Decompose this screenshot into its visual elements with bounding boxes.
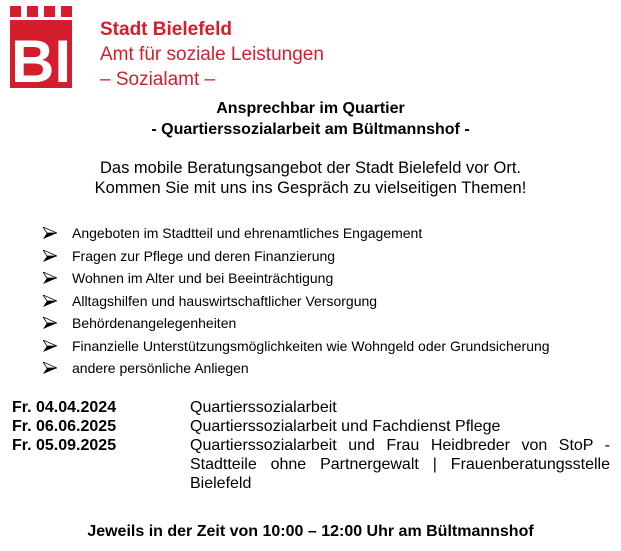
arrow-right-icon	[43, 317, 57, 329]
topic-label: Wohnen im Alter und bei Beeinträchtigung	[72, 270, 334, 286]
topic-item	[43, 290, 550, 313]
date-label: Fr. 04.04.2024	[12, 399, 117, 416]
date-row	[12, 436, 610, 493]
date-list	[12, 398, 610, 493]
organisation-block	[100, 18, 324, 92]
org-name: Stadt Bielefeld	[100, 19, 232, 40]
date-description: Quartierssozialarbeit und Fachdienst Pflege	[190, 418, 501, 435]
topic-list	[43, 222, 550, 380]
date-row	[12, 417, 610, 436]
date-description: Quartierssozialarbeit und Frau Heidbreder von StoP - Stadtteile ohne Partnergewalt | Frauenberatungsstelle Bielefeld	[190, 437, 610, 492]
intro-text	[0, 158, 621, 198]
subdepartment-name: – Sozialamt –	[100, 69, 216, 90]
topic-item	[43, 267, 550, 290]
intro-line-2: Kommen Sie mit uns ins Gespräch zu vielseitigen Themen!	[94, 179, 527, 197]
arrow-right-icon	[43, 227, 57, 239]
date-description: Quartierssozialarbeit	[190, 399, 337, 416]
title-line-1: Ansprechbar im Quartier	[216, 100, 405, 117]
topic-label: Behördenangelegenheiten	[72, 315, 237, 331]
arrow-right-icon	[43, 362, 57, 374]
stadt-bielefeld-logo	[10, 6, 72, 88]
time-and-location-note: Jeweils in der Zeit von 10:00 – 12:00 Uhr am Bültmannshof	[87, 523, 534, 540]
arrow-right-icon	[43, 340, 57, 352]
topic-item	[43, 312, 550, 335]
date-label: Fr. 06.06.2025	[12, 418, 117, 435]
topic-label: Alltagshilfen und hauswirtschaftlicher Versorgung	[72, 292, 378, 309]
arrow-right-icon	[43, 272, 57, 284]
intro-line-1: Das mobile Beratungsangebot der Stadt Bielefeld vor Ort.	[100, 159, 521, 177]
topic-label: Fragen zur Pflege und deren Finanzierung	[72, 247, 336, 264]
topic-label: Finanzielle Unterstützungsmöglichkeiten wie Wohngeld oder Grundsicherung	[72, 337, 550, 354]
arrow-right-icon	[43, 295, 57, 307]
logo-text: BI	[11, 28, 71, 88]
topic-item	[43, 335, 550, 358]
topic-label: andere persönliche Anliegen	[72, 360, 249, 376]
arrow-right-icon	[43, 250, 57, 262]
topic-label: Angeboten im Stadtteil und ehrenamtliches Engagement	[72, 225, 423, 241]
date-row	[12, 398, 610, 417]
topic-item	[43, 222, 550, 245]
department-name: Amt für soziale Leistungen	[100, 44, 324, 65]
title-line-2: - Quartierssozialarbeit am Bültmannshof -	[151, 121, 470, 138]
topic-item	[43, 357, 550, 380]
topic-item	[43, 245, 550, 268]
date-label: Fr. 05.09.2025	[12, 437, 117, 454]
